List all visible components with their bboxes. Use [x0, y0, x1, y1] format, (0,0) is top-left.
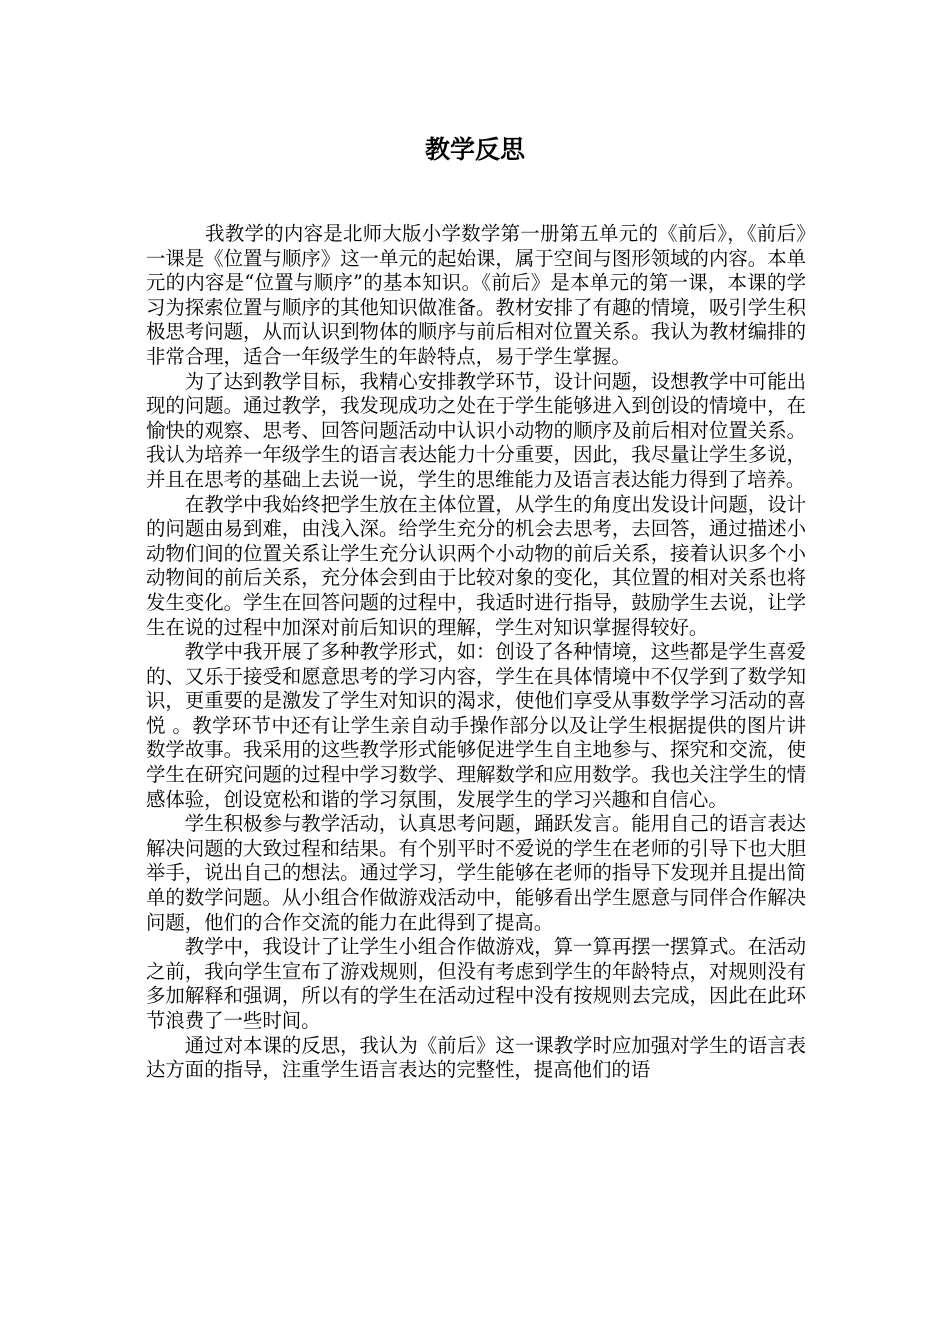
- paragraph-7: 通过对本课的反思，我认为《前后》这一课教学时应加强对学生的语言表达方面的指导，注重学生语言表达的完整性，提高他们的语: [146, 1033, 806, 1082]
- paragraph-6: 教学中，我设计了让学生小组合作做游戏，算一算再摆一摆算式。在活动之前，我向学生宣布了游戏规则，但没有考虑到学生的年龄特点，对规则没有多加解释和强调，所以有的学生在活动过程中没有按规则去完成，因此在此环节浪费了一些时间。: [146, 935, 806, 1032]
- paragraph-2: 为了达到教学目标，我精心安排教学环节，设计问题，设想教学中可能出现的问题。通过教学，我发现成功之处在于学生能够进入到创设的情境中，在愉快的观察、思考、回答问题活动中认识小动物的顺序及前后相对位置关系。我认为培养一年级学生的语言表达能力十分重要，因此，我尽量让学生多说，并且在思考的基础上去说一说，学生的思维能力及语言表达能力得到了培养。: [146, 369, 806, 491]
- paragraph-4: 教学中我开展了多种教学形式，如：创设了各种情境，这些都是学生喜爱的、又乐于接受和愿意思考的学习内容，学生在具体情境中不仅学到了数学知识，更重要的是激发了学生对知识的渴求，使他们享受从事数学学习活动的喜悦 。教学环节中还有让学生亲自动手操作部分以及让学生根据提供的图片讲数学故事。我采用的这些教学形式能够促进学生自主地参与、探究和交流，使学生在研究问题的过程中学习数学、理解数学和应用数学。我也关注学生的情感体验，创设宽松和谐的学习氛围，发展学生的学习兴趣和自信心。: [146, 640, 806, 811]
- document-body: [146, 222, 806, 1083]
- document-title: 教学反思: [424, 135, 525, 164]
- paragraph-1: 我教学的内容是北师大版小学数学第一册第五单元的《前后》，《前后》一课是《位置与顺序》这一单元的起始课，属于空间与图形领域的内容。本单元的内容是“位置与顺序”的基本知识。《前后》是本单元的第一课，本课的学习为探索位置与顺序的其他知识做准备。教材安排了有趣的情境，吸引学生积极思考问题，从而认识到物体的顺序与前后相对位置关系。我认为教材编排的非常合理，适合一年级学生的年龄特点，易于学生掌握。: [146, 222, 806, 368]
- paragraph-5: 学生积极参与教学活动，认真思考问题，踊跃发言。能用自己的语言表达解决问题的大致过程和结果。有个别平时不爱说的学生在老师的引导下也大胆举手，说出自己的想法。通过学习，学生能够在老师的指导下发现并且提出简单的数学问题。从小组合作做游戏活动中，能够看出学生愿意与同伴合作解决问题，他们的合作交流的能力在此得到了提高。: [146, 812, 806, 934]
- paragraph-3: 在教学中我始终把学生放在主体位置，从学生的角度出发设计问题，设计的问题由易到难，由浅入深。给学生充分的机会去思考，去回答，通过描述小动物们间的位置关系让学生充分认识两个小动物的前后关系，接着认识多个小动物间的前后关系，充分体会到由于比较对象的变化，其位置的相对关系也将发生变化。学生在回答问题的过程中，我适时进行指导，鼓励学生去说，让学生在说的过程中加深对前后知识的理解，学生对知识掌握得较好。: [146, 492, 806, 639]
